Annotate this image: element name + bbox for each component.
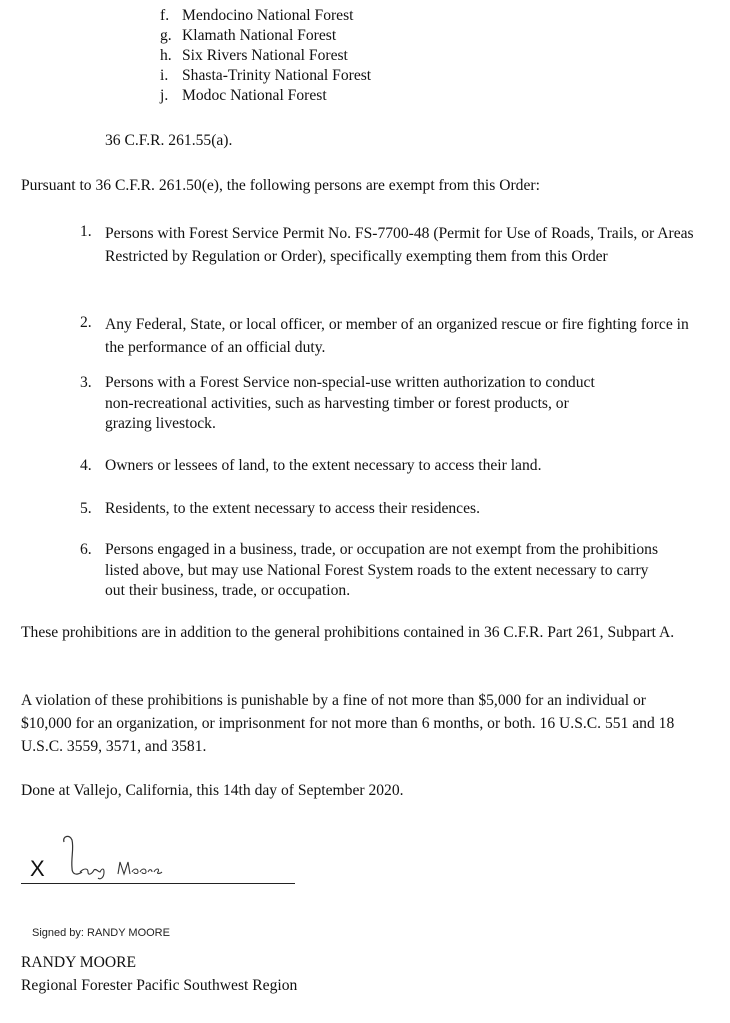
forest-name: Shasta-Trinity National Forest <box>182 67 372 84</box>
forest-name: Mendocino National Forest <box>182 7 354 24</box>
list-letter: g. <box>160 27 172 44</box>
signer-title: Regional Forester Pacific Southwest Region <box>21 977 298 994</box>
list-letter: h. <box>160 47 172 64</box>
exemption-number: 1. <box>80 223 92 240</box>
exemption-item <box>80 313 700 359</box>
exemption-number: 2. <box>80 314 92 331</box>
handwritten-signature-icon <box>58 834 168 882</box>
exemption-intro: Pursuant to 36 C.F.R. 261.50(e), the following persons are exempt from this Order: <box>21 177 540 194</box>
exemption-number: 3. <box>80 374 92 391</box>
exemption-item <box>80 540 700 602</box>
list-letter: j. <box>160 87 169 104</box>
exemption-text: Residents, to the extent necessary to access their residences. <box>105 500 480 517</box>
signature-mark: X <box>30 856 45 881</box>
exemption-item <box>80 373 700 435</box>
forest-name: Klamath National Forest <box>182 27 337 44</box>
signed-by-label: Signed by: RANDY MOORE <box>32 927 170 939</box>
exemption-text: Persons with Forest Service Permit No. FS-7700-48 (Permit for Use of Roads, Trails, or Areas Restricted by Regulation or Order), specifically exempting them from this Order <box>105 225 694 265</box>
exemption-item <box>80 499 700 521</box>
exemption-number: 6. <box>80 541 92 558</box>
exemption-number: 4. <box>80 457 92 474</box>
exemption-number: 5. <box>80 500 92 517</box>
list-letter: i. <box>160 67 169 84</box>
exemption-text: Owners or lessees of land, to the extent necessary to access their land. <box>105 457 542 474</box>
citation: 36 C.F.R. 261.55(a). <box>105 132 233 149</box>
general-prohibitions-paragraph: These prohibitions are in addition to the general prohibitions contained in 36 C.F.R. Part 261, Subpart A. <box>21 624 675 641</box>
exemption-item <box>80 222 700 288</box>
signer-name: RANDY MOORE <box>21 954 137 971</box>
exemption-item <box>80 456 700 478</box>
exemption-text: Persons engaged in a business, trade, or occupation are not exempt from the prohibitions listed above, but may use National Forest System roads to the extent necessary to carry out their business, trade, or occupation. <box>105 541 659 599</box>
forest-name: Modoc National Forest <box>182 87 327 104</box>
exemption-text: Persons with a Forest Service non-special-use written authorization to conduct non-recreational activities, such as harvesting timber or forest products, or grazing livestock. <box>105 374 595 432</box>
forest-name: Six Rivers National Forest <box>182 47 348 64</box>
exemption-text: Any Federal, State, or local officer, or member of an organized rescue or fire fighting force in the performance of an official duty. <box>105 316 689 356</box>
done-at-statement: Done at Vallejo, California, this 14th day of September 2020. <box>21 782 404 799</box>
signature-line <box>21 883 295 884</box>
penalty-paragraph: A violation of these prohibitions is punishable by a fine of not more than $5,000 for an individual or $10,000 for an organization, or imprisonment for not more than 6 months, or both. 16 U.S.C. 551 and 18 U.S.C. 3559, 3571, and 3581. <box>21 692 675 755</box>
list-letter: f. <box>160 7 170 24</box>
